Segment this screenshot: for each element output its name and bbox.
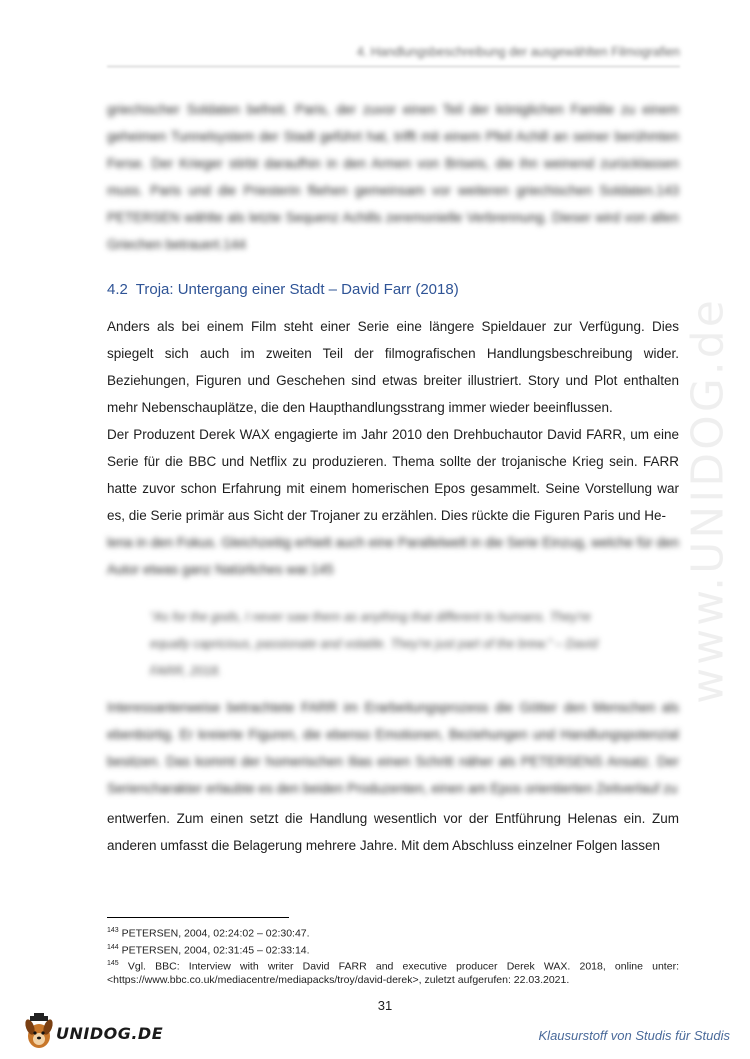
unidog-logo	[22, 1012, 164, 1052]
blurred-paragraph-3: Interessanterweise betrachtete FARR im Erarbeitungsprozess die Götter den Menschen als ebenbürtig. Er kreierte Figuren, die ebenso Emotionen, Beziehungen und Handlungspotenzial besitzen. Das kommt der homerischen Ilias einen Schritt näher als PETERSENS Ansatz. Der Seriencharakter erlaubte es den beiden Produzenten, einen am Epos orientierten Zeitverlauf zu	[107, 700, 679, 796]
footnote-number: 143	[107, 927, 119, 934]
footnote-text: PETERSEN, 2004, 02:31:45 – 02:33:14.	[121, 944, 310, 956]
footnote	[107, 957, 679, 987]
blurred-quote: “As for the gods, I never saw them as anything that different to humans. They're equally capricious, passionate and volatile. They're just part of the brew.” – David FARR, 2018.	[150, 610, 598, 678]
section-number: 4.2	[107, 281, 128, 298]
running-header: 4. Handlungsbeschreibung der ausgewählten Filmografien	[356, 45, 680, 59]
logo-text: UNIDOG.DE	[56, 1024, 164, 1043]
dog-icon	[22, 1012, 56, 1052]
section-heading	[107, 281, 459, 298]
footnote	[107, 941, 679, 958]
footnote-rule	[107, 917, 289, 918]
footnote-text: PETERSEN, 2004, 02:24:02 – 02:30:47.	[121, 927, 310, 940]
body-paragraph-2: Der Produzent Derek WAX engagierte im Jahr 2010 den Drehbuchautor David FARR, um eine Serie für die BBC und Netflix zu produzieren. Thema sollte der trojanische Krieg sein. FARR hatte zuvor schon Erfahrung mit einem homerischen Epos gesammelt. Seine Vorstellung war es, die Serie primär aus Sicht der Trojaner zu erzählen. Dies rückte die Figuren Paris und He-	[107, 427, 679, 523]
header-rule	[107, 66, 680, 67]
blurred-paragraph-top: griechischer Soldaten befreit. Paris, der zuvor einen Teil der königlichen Familie zu einem geheimen Tunnelsystem der Stadt geführt hat, trifft mit einem Pfeil Achill an seiner berühmten Ferse. Der Krieger stirbt daraufhin in den Armen von Briseis, die ihn weinend zurücklassen muss. Paris und die Priesterin fliehen gemeinsam vor weiteren griechischen Soldaten.143 PETERSEN wählte als letzte Sequenz Achills zeremonielle Verbrennung. Dieser wird von allen Griechen betrauert.144	[107, 102, 679, 252]
footnote-text: Vgl. BBC: Interview with writer David FARR and executive producer Derek WAX. 2018, online unter: <https://www.bbc.co.uk/mediacentre/mediapacks/troy/david-derek>, zuletzt aufgerufen: 22.03.2021.	[107, 960, 679, 986]
blurred-paragraph-2-end: lena in den Fokus. Gleichzeitig erhielt auch eine Parallelwelt in die Serie Einzug, welche für den Autor etwas ganz Natürliches war.145	[107, 535, 679, 577]
watermark-text: www.UNIDOG.de	[682, 297, 734, 704]
footer-tagline: Klausurstoff von Studis für Studis	[538, 1028, 730, 1043]
body-paragraph-1: Anders als bei einem Film steht einer Serie eine längere Spieldauer zur Verfügung. Dies spiegelt sich auch im zweiten Teil der filmografischen Handlungsbeschreibung wider. Beziehungen, Figuren und Geschehen sind etwas breiter illustriert. Story und Plot enthalten mehr Nebenschauplätze, die den Haupthandlungsstrang immer wieder beeinflussen.	[107, 319, 679, 415]
section-title: Troja: Untergang einer Stadt – David Farr (2018)	[135, 281, 459, 298]
page-number: 31	[377, 998, 393, 1013]
body-paragraph-3: entwerfen. Zum einen setzt die Handlung wesentlich vor der Entführung Helenas ein. Zum anderen umfasst die Belagerung mehrere Jahre. Mit dem Abschluss einzelner Folgen lassen	[107, 811, 679, 853]
footnote	[107, 924, 679, 941]
footnotes	[107, 924, 679, 987]
footnote-number: 144	[107, 943, 119, 951]
footnote-number: 145	[107, 960, 119, 967]
